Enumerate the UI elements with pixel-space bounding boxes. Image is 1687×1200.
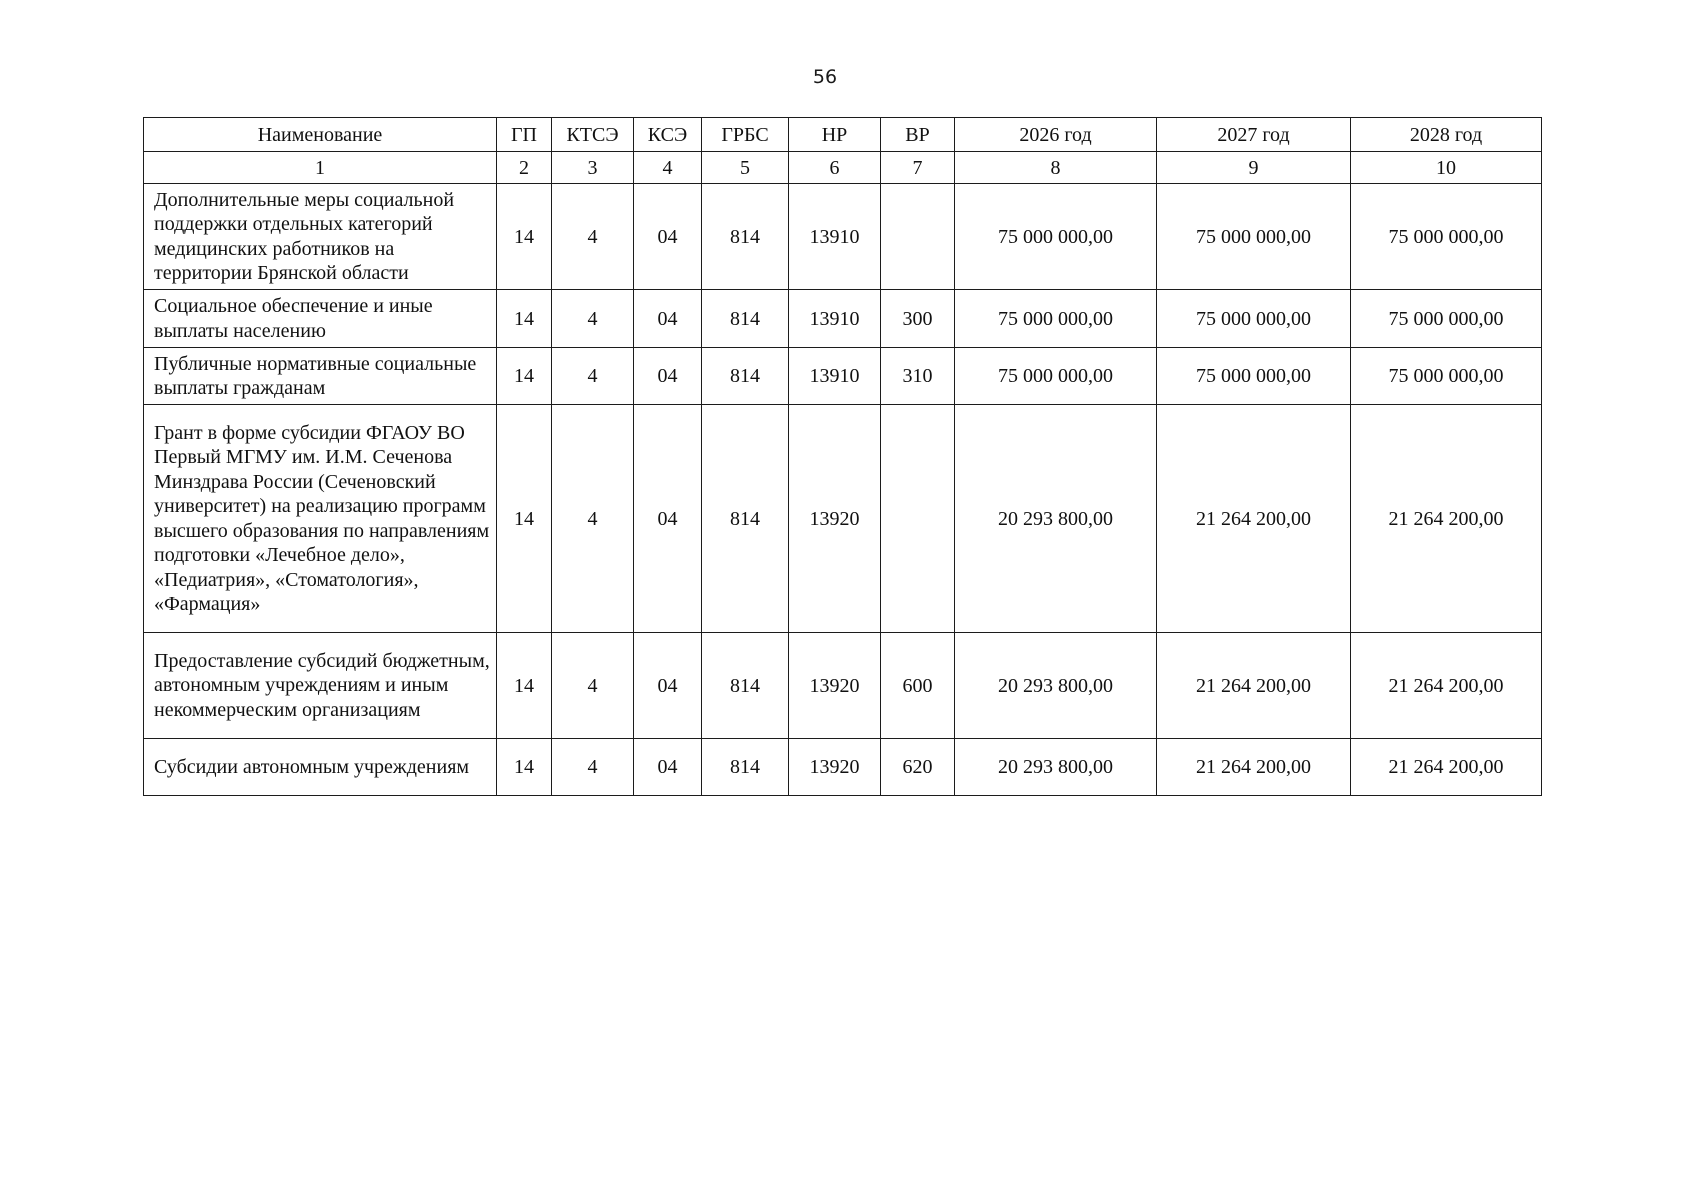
vr-cell (881, 184, 955, 290)
header-cell: КТСЭ (552, 118, 634, 152)
gp-cell: 14 (497, 290, 552, 348)
column-number-cell: 10 (1351, 152, 1542, 184)
header-row (144, 118, 1542, 152)
amount-2028-cell: 21 264 200,00 (1351, 405, 1542, 633)
column-number-cell: 2 (497, 152, 552, 184)
column-number-row (144, 152, 1542, 184)
table-row (144, 633, 1542, 739)
column-number-cell: 8 (955, 152, 1157, 184)
amount-2026-cell: 20 293 800,00 (955, 405, 1157, 633)
amount-2026-cell: 75 000 000,00 (955, 348, 1157, 405)
column-number-cell: 3 (552, 152, 634, 184)
grbs-cell: 814 (702, 405, 789, 633)
header-cell: НР (789, 118, 881, 152)
nr-cell: 13910 (789, 184, 881, 290)
gp-cell: 14 (497, 184, 552, 290)
amount-2026-cell: 75 000 000,00 (955, 184, 1157, 290)
grbs-cell: 814 (702, 184, 789, 290)
grbs-cell: 814 (702, 290, 789, 348)
column-number-cell: 6 (789, 152, 881, 184)
column-number-cell: 5 (702, 152, 789, 184)
header-cell: ВР (881, 118, 955, 152)
vr-cell: 600 (881, 633, 955, 739)
nr-cell: 13920 (789, 633, 881, 739)
gp-cell: 14 (497, 405, 552, 633)
kse-cell: 04 (634, 290, 702, 348)
header-cell: ГП (497, 118, 552, 152)
budget-table (143, 117, 1542, 796)
row-name-cell: Публичные нормативные социальные выплаты гражданам (144, 348, 497, 405)
gp-cell: 14 (497, 739, 552, 796)
ktse-cell: 4 (552, 633, 634, 739)
nr-cell: 13910 (789, 348, 881, 405)
header-cell: 2026 год (955, 118, 1157, 152)
table-row (144, 348, 1542, 405)
amount-2028-cell: 21 264 200,00 (1351, 739, 1542, 796)
kse-cell: 04 (634, 184, 702, 290)
amount-2026-cell: 75 000 000,00 (955, 290, 1157, 348)
vr-cell: 300 (881, 290, 955, 348)
column-number-cell: 7 (881, 152, 955, 184)
nr-cell: 13920 (789, 739, 881, 796)
row-name-cell: Грант в форме субсидии ФГАОУ ВО Первый МГМУ им. И.М. Сеченова Минздрава России (Сеченовский университет) на реализацию программ высшего образования по направлениям подготовки «Лечебное дело», «Педиатрия», «Стоматология», «Фармация» (144, 405, 497, 633)
amount-2026-cell: 20 293 800,00 (955, 739, 1157, 796)
ktse-cell: 4 (552, 348, 634, 405)
column-number-cell: 1 (144, 152, 497, 184)
amount-2026-cell: 20 293 800,00 (955, 633, 1157, 739)
amount-2028-cell: 75 000 000,00 (1351, 184, 1542, 290)
ktse-cell: 4 (552, 184, 634, 290)
row-name-cell: Предоставление субсидий бюджетным, автономным учреждениям и иным некоммерческим организациям (144, 633, 497, 739)
amount-2027-cell: 75 000 000,00 (1157, 290, 1351, 348)
table-row (144, 405, 1542, 633)
row-name-cell: Субсидии автономным учреждениям (144, 739, 497, 796)
grbs-cell: 814 (702, 739, 789, 796)
ktse-cell: 4 (552, 739, 634, 796)
amount-2027-cell: 21 264 200,00 (1157, 405, 1351, 633)
nr-cell: 13910 (789, 290, 881, 348)
column-number-cell: 9 (1157, 152, 1351, 184)
amount-2028-cell: 75 000 000,00 (1351, 348, 1542, 405)
header-cell: Наименование (144, 118, 497, 152)
table-row (144, 184, 1542, 290)
header-cell: ГРБС (702, 118, 789, 152)
vr-cell (881, 405, 955, 633)
kse-cell: 04 (634, 405, 702, 633)
grbs-cell: 814 (702, 633, 789, 739)
gp-cell: 14 (497, 633, 552, 739)
amount-2027-cell: 21 264 200,00 (1157, 633, 1351, 739)
kse-cell: 04 (634, 739, 702, 796)
amount-2028-cell: 21 264 200,00 (1351, 633, 1542, 739)
vr-cell: 620 (881, 739, 955, 796)
column-number-cell: 4 (634, 152, 702, 184)
grbs-cell: 814 (702, 348, 789, 405)
table-row (144, 290, 1542, 348)
amount-2027-cell: 75 000 000,00 (1157, 348, 1351, 405)
ktse-cell: 4 (552, 290, 634, 348)
ktse-cell: 4 (552, 405, 634, 633)
kse-cell: 04 (634, 348, 702, 405)
row-name-cell: Дополнительные меры социальной поддержки отдельных категорий медицинских работников на территории Брянской области (144, 184, 497, 290)
gp-cell: 14 (497, 348, 552, 405)
page-number: 56 (812, 66, 838, 88)
table-row (144, 739, 1542, 796)
header-cell: КСЭ (634, 118, 702, 152)
header-cell: 2028 год (1351, 118, 1542, 152)
amount-2028-cell: 75 000 000,00 (1351, 290, 1542, 348)
amount-2027-cell: 21 264 200,00 (1157, 739, 1351, 796)
vr-cell: 310 (881, 348, 955, 405)
kse-cell: 04 (634, 633, 702, 739)
row-name-cell: Социальное обеспечение и иные выплаты населению (144, 290, 497, 348)
header-cell: 2027 год (1157, 118, 1351, 152)
nr-cell: 13920 (789, 405, 881, 633)
amount-2027-cell: 75 000 000,00 (1157, 184, 1351, 290)
